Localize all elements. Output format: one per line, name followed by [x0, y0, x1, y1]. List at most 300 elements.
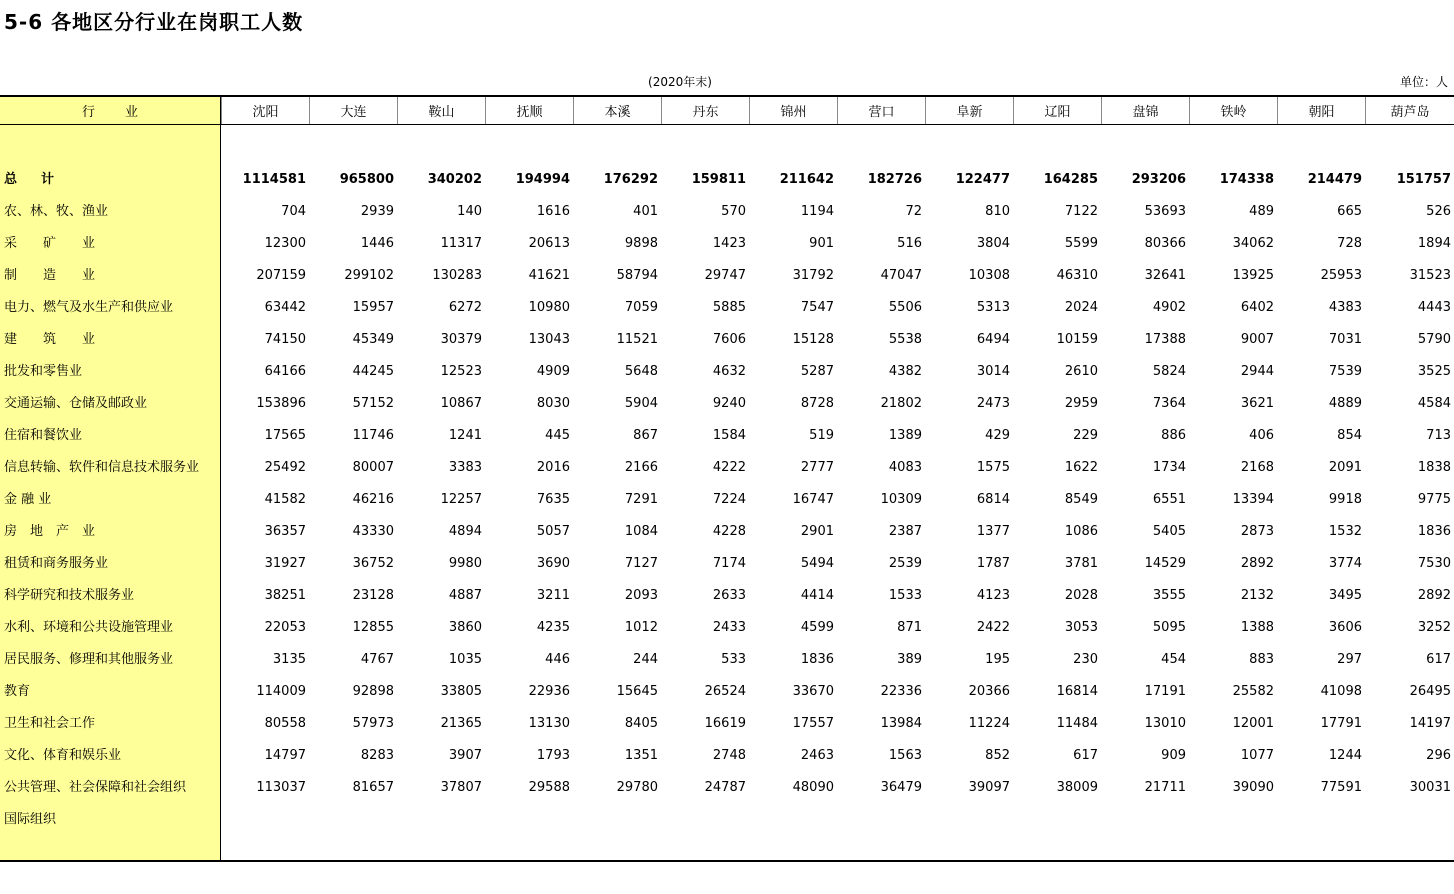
table-cell: 2892: [1417, 588, 1451, 603]
table-cell: 1836: [1417, 524, 1451, 539]
table-cell: 1389: [888, 428, 922, 443]
table-cell: 29588: [528, 780, 570, 795]
table-cell: 12855: [352, 620, 394, 635]
table-cell: 3781: [1064, 556, 1098, 571]
table-cell: 406: [1249, 428, 1274, 443]
table-cell: 1836: [800, 652, 834, 667]
table-cell: 4767: [360, 652, 394, 667]
table-row: [0, 765, 1454, 797]
row-label: 国际组织: [4, 812, 57, 827]
row-label: 农、林、牧、渔业: [4, 204, 109, 219]
table-cell: 2422: [976, 620, 1010, 635]
table-cell: 7635: [536, 492, 570, 507]
table-cell: 10309: [880, 492, 922, 507]
table-cell: 207159: [256, 268, 306, 283]
table-cell: 340202: [427, 172, 482, 187]
table-cell: 16814: [1056, 684, 1098, 699]
table-cell: 617: [1073, 748, 1098, 763]
table-cell: 31792: [792, 268, 834, 283]
table-cell: 3690: [536, 556, 570, 571]
table-cell: 7530: [1417, 556, 1451, 571]
table-cell: 3555: [1152, 588, 1186, 603]
table-cell: 7547: [800, 300, 834, 315]
table-cell: 7224: [712, 492, 746, 507]
table-cell: 2610: [1064, 364, 1098, 379]
table-cell: 2463: [800, 748, 834, 763]
table-cell: 4909: [536, 364, 570, 379]
table-cell: 5538: [888, 332, 922, 347]
city-column-header: 盘锦: [1101, 97, 1189, 124]
table-cell: 17565: [264, 428, 306, 443]
table-cell: 77591: [1320, 780, 1362, 795]
table-cell: 1241: [448, 428, 482, 443]
table-cell: 22336: [880, 684, 922, 699]
table-cell: 5885: [712, 300, 746, 315]
table-cell: 1532: [1328, 524, 1362, 539]
table-row: [0, 253, 1454, 285]
table-cell: 886: [1161, 428, 1186, 443]
table-cell: 7031: [1328, 332, 1362, 347]
row-label: 交通运输、仓储及邮政业: [4, 396, 148, 411]
table-cell: 34062: [1232, 236, 1274, 251]
table-cell: 2093: [624, 588, 658, 603]
city-column-header: 锦州: [749, 97, 837, 124]
table-cell: 36479: [880, 780, 922, 795]
table-cell: 15645: [616, 684, 658, 699]
table-cell: 80558: [264, 716, 306, 731]
table-cell: 4083: [888, 460, 922, 475]
table-cell: 6551: [1152, 492, 1186, 507]
table-cell: 446: [545, 652, 570, 667]
table-cell: 810: [985, 204, 1010, 219]
table-cell: 17791: [1320, 716, 1362, 731]
table-row: [0, 381, 1454, 413]
row-label: 租赁和商务服务业: [4, 556, 109, 571]
table-cell: 2168: [1240, 460, 1274, 475]
table-cell: 965800: [339, 172, 394, 187]
table-cell: 11521: [616, 332, 658, 347]
table-cell: 122477: [955, 172, 1010, 187]
table-cell: 1563: [888, 748, 922, 763]
table-cell: 2473: [976, 396, 1010, 411]
table-cell: 1114581: [242, 172, 306, 187]
table-rows: [0, 157, 1454, 829]
table-cell: [485, 827, 573, 829]
table-cell: 11746: [352, 428, 394, 443]
table-cell: 852: [985, 748, 1010, 763]
table-cell: 41098: [1320, 684, 1362, 699]
table-cell: 296: [1426, 748, 1451, 763]
table-cell: 72: [905, 204, 922, 219]
table-cell: 7539: [1328, 364, 1362, 379]
table-cell: 297: [1337, 652, 1362, 667]
table-cell: 854: [1337, 428, 1362, 443]
table-cell: 5599: [1064, 236, 1098, 251]
table-cell: 23128: [352, 588, 394, 603]
industry-column-header: 行业: [0, 97, 221, 124]
table-cell: 3804: [976, 236, 1010, 251]
table-cell: 3774: [1328, 556, 1362, 571]
table-cell: 159811: [691, 172, 746, 187]
table-cell: 1077: [1240, 748, 1274, 763]
row-label: 总计: [4, 172, 79, 187]
table-row: [0, 349, 1454, 381]
table-row: [0, 413, 1454, 445]
table-cell: 299102: [344, 268, 394, 283]
table-cell: 38009: [1056, 780, 1098, 795]
table-cell: 9898: [624, 236, 658, 251]
table-cell: 38251: [264, 588, 306, 603]
table-row: [0, 509, 1454, 541]
table-cell: 9240: [712, 396, 746, 411]
table-cell: 36752: [352, 556, 394, 571]
row-label: 电力、燃气及水生产和供应业: [4, 300, 174, 315]
table-cell: 176292: [603, 172, 658, 187]
table-cell: 3907: [448, 748, 482, 763]
row-label: 采 矿 业: [4, 236, 96, 251]
table-cell: 164285: [1043, 172, 1098, 187]
table-cell: 5790: [1417, 332, 1451, 347]
city-column-header: 葫芦岛: [1365, 97, 1454, 124]
table-cell: 92898: [352, 684, 394, 699]
table-cell: 41582: [264, 492, 306, 507]
table-row: [0, 221, 1454, 253]
city-column-header: 铁岭: [1189, 97, 1277, 124]
table-row: [0, 669, 1454, 701]
table-row: [0, 189, 1454, 221]
table-cell: 11317: [440, 236, 482, 251]
table-cell: 9775: [1417, 492, 1451, 507]
table-cell: 10159: [1056, 332, 1098, 347]
table-cell: 53693: [1144, 204, 1186, 219]
table-cell: 293206: [1131, 172, 1186, 187]
table-cell: 2873: [1240, 524, 1274, 539]
table-cell: 2387: [888, 524, 922, 539]
table-cell: 113037: [256, 780, 306, 795]
city-column-header: 辽阳: [1013, 97, 1101, 124]
city-column-header: 沈阳: [221, 97, 309, 124]
table-cell: 230: [1073, 652, 1098, 667]
table-cell: 13984: [880, 716, 922, 731]
table-row: [0, 797, 1454, 829]
table-cell: [1365, 827, 1454, 829]
table-cell: 4123: [976, 588, 1010, 603]
table-cell: 2944: [1240, 364, 1274, 379]
table-cell: 21802: [880, 396, 922, 411]
table-cell: [837, 827, 925, 829]
table-cell: 4382: [888, 364, 922, 379]
table-cell: 9918: [1328, 492, 1362, 507]
table-cell: 244: [633, 652, 658, 667]
table-row: [0, 477, 1454, 509]
table-cell: 22053: [264, 620, 306, 635]
table-row: [0, 605, 1454, 637]
table-cell: 533: [721, 652, 746, 667]
table-cell: 57152: [352, 396, 394, 411]
table-cell: 3014: [976, 364, 1010, 379]
table-cell: 12523: [440, 364, 482, 379]
table-body: [0, 125, 1454, 862]
table-cell: 1838: [1417, 460, 1451, 475]
table-cell: 1734: [1152, 460, 1186, 475]
row-label: 金 融 业: [4, 492, 52, 507]
table-cell: 12300: [264, 236, 306, 251]
table-cell: 39090: [1232, 780, 1274, 795]
table-cell: 1533: [888, 588, 922, 603]
table-cell: 1084: [624, 524, 658, 539]
table-cell: 39097: [968, 780, 1010, 795]
city-column-header: 朝阳: [1277, 97, 1365, 124]
table-cell: 5506: [888, 300, 922, 315]
table-cell: 4584: [1417, 396, 1451, 411]
table-cell: 10980: [528, 300, 570, 315]
unit-note: 单位：人: [1399, 75, 1448, 89]
table-cell: 12001: [1232, 716, 1274, 731]
table-cell: 46216: [352, 492, 394, 507]
table-cell: 182726: [867, 172, 922, 187]
table-cell: [1013, 827, 1101, 829]
table-cell: 516: [897, 236, 922, 251]
table-cell: 5313: [976, 300, 1010, 315]
table-cell: 5648: [624, 364, 658, 379]
table-cell: 4443: [1417, 300, 1451, 315]
table-cell: 2777: [800, 460, 834, 475]
table-cell: 3135: [272, 652, 306, 667]
row-label: 水利、环境和公共设施管理业: [4, 620, 174, 635]
table-cell: 4228: [712, 524, 746, 539]
city-column-header: 抚顺: [485, 97, 573, 124]
table-cell: 867: [633, 428, 658, 443]
table-cell: 1894: [1417, 236, 1451, 251]
table-cell: 5287: [800, 364, 834, 379]
table-cell: 26524: [704, 684, 746, 699]
table-cell: 7174: [712, 556, 746, 571]
table-cell: 25492: [264, 460, 306, 475]
row-label: 教育: [4, 684, 31, 699]
table-cell: 1575: [976, 460, 1010, 475]
table-cell: [1101, 827, 1189, 829]
table-cell: 4887: [448, 588, 482, 603]
row-label: 科学研究和技术服务业: [4, 588, 135, 603]
table-cell: 1423: [712, 236, 746, 251]
table-cell: 14197: [1409, 716, 1451, 731]
table-cell: 3211: [536, 588, 570, 603]
table-cell: [925, 827, 1013, 829]
table-cell: 33670: [792, 684, 834, 699]
table-cell: 3383: [448, 460, 482, 475]
table-cell: 37807: [440, 780, 482, 795]
table-cell: [397, 827, 485, 829]
table-cell: 174338: [1219, 172, 1274, 187]
table-cell: 4235: [536, 620, 570, 635]
table-cell: 2091: [1328, 460, 1362, 475]
city-column-header: 营口: [837, 97, 925, 124]
table-cell: 454: [1161, 652, 1186, 667]
table-cell: 2901: [800, 524, 834, 539]
row-label: 制 造 业: [4, 268, 96, 283]
table-cell: 15128: [792, 332, 834, 347]
table-cell: 3252: [1417, 620, 1451, 635]
table-cell: 8728: [800, 396, 834, 411]
total-row: [0, 157, 1454, 189]
table-cell: 13925: [1232, 268, 1274, 283]
table-cell: 2959: [1064, 396, 1098, 411]
table-cell: 140: [457, 204, 482, 219]
table-cell: 1584: [712, 428, 746, 443]
table-cell: 57973: [352, 716, 394, 731]
city-column-header: 阜新: [925, 97, 1013, 124]
table-row: [0, 701, 1454, 733]
table-cell: 883: [1249, 652, 1274, 667]
table-cell: 25582: [1232, 684, 1274, 699]
table-row: [0, 445, 1454, 477]
table-cell: 1194: [800, 204, 834, 219]
table-cell: 1244: [1328, 748, 1362, 763]
table-cell: 1622: [1064, 460, 1098, 475]
row-label: 信息转输、软件和信息技术服务业: [4, 460, 200, 475]
table-cell: 195: [985, 652, 1010, 667]
table-cell: 12257: [440, 492, 482, 507]
table-cell: 909: [1161, 748, 1186, 763]
table-cell: 2939: [360, 204, 394, 219]
table-row: [0, 285, 1454, 317]
table-cell: 21711: [1144, 780, 1186, 795]
table-cell: 2539: [888, 556, 922, 571]
table-cell: 1793: [536, 748, 570, 763]
table-cell: [309, 827, 397, 829]
table-cell: 570: [721, 204, 746, 219]
table-cell: 7291: [624, 492, 658, 507]
row-label: 建 筑 业: [4, 332, 96, 347]
table-cell: 4894: [448, 524, 482, 539]
table-cell: 401: [633, 204, 658, 219]
table-cell: 114009: [256, 684, 306, 699]
table-cell: 7059: [624, 300, 658, 315]
row-label: 公共管理、社会保障和社会组织: [4, 780, 187, 795]
table-cell: 8283: [360, 748, 394, 763]
table-cell: 5904: [624, 396, 658, 411]
row-label: 文化、体育和娱乐业: [4, 748, 122, 763]
table-cell: 5824: [1152, 364, 1186, 379]
table-cell: [1189, 827, 1277, 829]
table-cell: 58794: [616, 268, 658, 283]
table-cell: [749, 827, 837, 829]
table-cell: 16747: [792, 492, 834, 507]
table-cell: 5494: [800, 556, 834, 571]
table-cell: 153896: [256, 396, 306, 411]
table-cell: 151757: [1396, 172, 1451, 187]
table-cell: 4414: [800, 588, 834, 603]
table-cell: 7364: [1152, 396, 1186, 411]
table-cell: 3495: [1328, 588, 1362, 603]
table-cell: 2024: [1064, 300, 1098, 315]
table-cell: 45349: [352, 332, 394, 347]
table-cell: 617: [1426, 652, 1451, 667]
table-cell: 20366: [968, 684, 1010, 699]
table-row: [0, 317, 1454, 349]
table-cell: 5057: [536, 524, 570, 539]
table-cell: 21365: [440, 716, 482, 731]
table-cell: 5405: [1152, 524, 1186, 539]
table-cell: 3525: [1417, 364, 1451, 379]
city-column-header: 大连: [309, 97, 397, 124]
table-cell: 30031: [1409, 780, 1451, 795]
table-cell: 1446: [360, 236, 394, 251]
table-cell: 1086: [1064, 524, 1098, 539]
row-label: 房 地 产 业: [4, 524, 96, 539]
table-cell: 8405: [624, 716, 658, 731]
table-cell: 4599: [800, 620, 834, 635]
year-note: (2020年末): [648, 75, 712, 89]
table-cell: 4383: [1328, 300, 1362, 315]
table-cell: 4632: [712, 364, 746, 379]
table-cell: 29780: [616, 780, 658, 795]
table-cell: 519: [809, 428, 834, 443]
table-cell: 41621: [528, 268, 570, 283]
table-cell: 4902: [1152, 300, 1186, 315]
table-cell: 2028: [1064, 588, 1098, 603]
table-cell: [573, 827, 661, 829]
city-column-header: 本溪: [573, 97, 661, 124]
data-table: [0, 95, 1454, 862]
table-cell: 1012: [624, 620, 658, 635]
table-cell: 14529: [1144, 556, 1186, 571]
table-cell: 74150: [264, 332, 306, 347]
table-cell: 13394: [1232, 492, 1274, 507]
table-cell: 7122: [1064, 204, 1098, 219]
table-cell: 229: [1073, 428, 1098, 443]
table-cell: 2132: [1240, 588, 1274, 603]
table-row: [0, 637, 1454, 669]
table-cell: 6814: [976, 492, 1010, 507]
page-title: 5-6 各地区分行业在岗职工人数: [4, 10, 304, 34]
table-cell: 1616: [536, 204, 570, 219]
table-cell: 429: [985, 428, 1010, 443]
city-column-header: 鞍山: [397, 97, 485, 124]
table-cell: 3860: [448, 620, 482, 635]
table-cell: 1035: [448, 652, 482, 667]
table-cell: 29747: [704, 268, 746, 283]
table-cell: 4889: [1328, 396, 1362, 411]
table-cell: 2633: [712, 588, 746, 603]
table-cell: 10308: [968, 268, 1010, 283]
table-cell: 47047: [880, 268, 922, 283]
table-cell: 713: [1426, 428, 1451, 443]
table-cell: 2166: [624, 460, 658, 475]
table-cell: 1377: [976, 524, 1010, 539]
table-row: [0, 573, 1454, 605]
table-cell: 6402: [1240, 300, 1274, 315]
table-cell: 26495: [1409, 684, 1451, 699]
table-cell: 6494: [976, 332, 1010, 347]
table-cell: 81657: [352, 780, 394, 795]
table-cell: 17191: [1144, 684, 1186, 699]
table-cell: 8030: [536, 396, 570, 411]
table-cell: 10867: [440, 396, 482, 411]
table-cell: 32641: [1144, 268, 1186, 283]
table-cell: 526: [1426, 204, 1451, 219]
table-cell: 80366: [1144, 236, 1186, 251]
row-label: 住宿和餐饮业: [4, 428, 83, 443]
table-cell: 704: [281, 204, 306, 219]
table-cell: 2748: [712, 748, 746, 763]
table-cell: 20613: [528, 236, 570, 251]
table-cell: 7127: [624, 556, 658, 571]
table-cell: 871: [897, 620, 922, 635]
table-cell: 17557: [792, 716, 834, 731]
table-cell: 665: [1337, 204, 1362, 219]
table-cell: [661, 827, 749, 829]
